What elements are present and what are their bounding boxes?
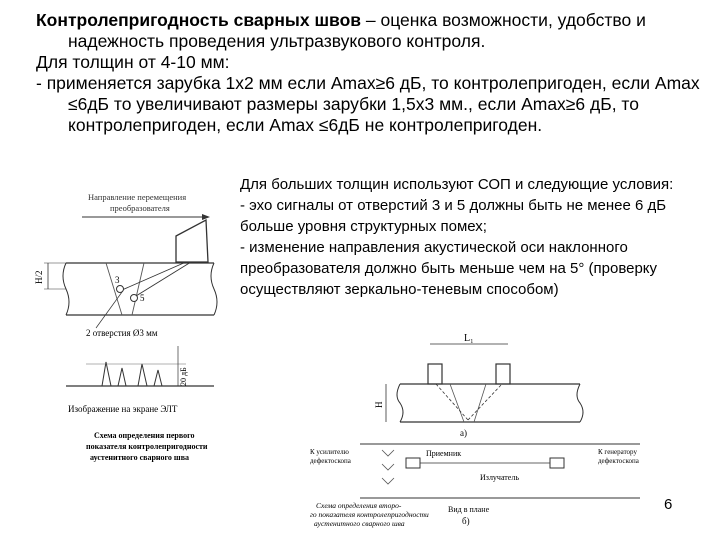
direction-label-2: преобразователя xyxy=(110,203,170,213)
right-scheme-caption-2: го показателя контролепригодности xyxy=(310,510,429,519)
holes-leader xyxy=(96,292,122,328)
page-number: 6 xyxy=(664,496,673,513)
specimen-break-right xyxy=(577,384,583,422)
gen-label-1: К генератору xyxy=(598,448,637,456)
probe-right xyxy=(496,364,510,384)
definition-paragraph xyxy=(36,10,706,52)
a-label: а) xyxy=(460,428,467,438)
hole-3-label: 3 xyxy=(115,275,120,285)
emitter-probe xyxy=(550,458,564,468)
receiver-label: Приемник xyxy=(426,449,462,458)
rule-paragraph: - применяется зарубка 1х2 мм если Amax≥6 дБ, то контролепригоден, если Amax ≤6дБ то увеличивают размеры зарубки 1,5х3 мм., если Amax≥6 дБ, то контролепригоден, если Amax ≤6дБ не контролепригоден. xyxy=(36,73,700,135)
right-figure xyxy=(300,330,680,530)
emitter-label: Излучатель xyxy=(480,473,519,482)
direction-arrowhead xyxy=(202,214,210,220)
left-scheme-caption-3: аустенитного сварного шва xyxy=(90,453,190,462)
probe-icon xyxy=(176,220,208,262)
left-figure xyxy=(26,186,236,476)
right-scheme-caption-1: Схема определения второ- xyxy=(316,501,402,510)
screen-caption: Изображение на экране ЭЛТ xyxy=(68,404,178,414)
hole-5 xyxy=(131,295,138,302)
thickness-line: Для толщин от 4-10 мм: xyxy=(36,52,230,72)
side-text-block xyxy=(240,174,700,300)
definition-text: – оценка возможности, удобство и надежность проведения ультразвукового контроля. xyxy=(68,10,646,51)
receiver-probe xyxy=(406,458,420,468)
plan-label: Вид в плане xyxy=(448,505,490,514)
beam-line-2 xyxy=(136,262,191,296)
plate-break-right xyxy=(211,263,217,315)
hole-3 xyxy=(117,286,124,293)
weld-zone xyxy=(450,384,486,422)
l1-label: L₁ xyxy=(464,333,474,344)
hole-5-label: 5 xyxy=(140,293,145,303)
amp-label-1: К усилителю xyxy=(310,448,349,456)
gen-label-2: дефектоскопа xyxy=(598,457,639,465)
h-label: H xyxy=(374,401,384,408)
left-scheme-caption-2: показателя контролепригодности xyxy=(86,442,208,451)
beam-line-1 xyxy=(122,262,186,290)
main-text-block xyxy=(36,10,706,136)
db-label: 20 дБ xyxy=(179,367,188,386)
side-intro: Для больших толщин используют СОП и следующие условия: xyxy=(240,176,674,193)
weld-chevrons xyxy=(382,450,394,484)
right-scheme-caption-3: аустенитного сварного шва xyxy=(314,519,405,528)
b-label: б) xyxy=(462,516,470,526)
h2-label: H/2 xyxy=(34,270,44,284)
term-title: Контролепригодность сварных швов xyxy=(36,10,362,30)
beam-up xyxy=(468,384,502,420)
side-condition-1: - эхо сигналы от отверстий 3 и 5 должны быть не менее 6 дБ больше уровня структурных помех; xyxy=(240,197,667,235)
specimen-break-left xyxy=(397,384,403,422)
amp-label-2: дефектоскопа xyxy=(310,457,351,465)
direction-label-1: Направление перемещения xyxy=(88,192,187,202)
left-scheme-caption-1: Схема определения первого xyxy=(94,431,195,440)
echo-pulses xyxy=(96,362,176,386)
holes-caption: 2 отверстия Ø3 мм xyxy=(86,328,158,338)
probe-left xyxy=(428,364,442,384)
side-condition-2: - изменение направления акустической оси наклонного преобразователя должно быть меньше чем на 5° (проверку осуществляют зеркально-теневым способом) xyxy=(240,239,658,298)
